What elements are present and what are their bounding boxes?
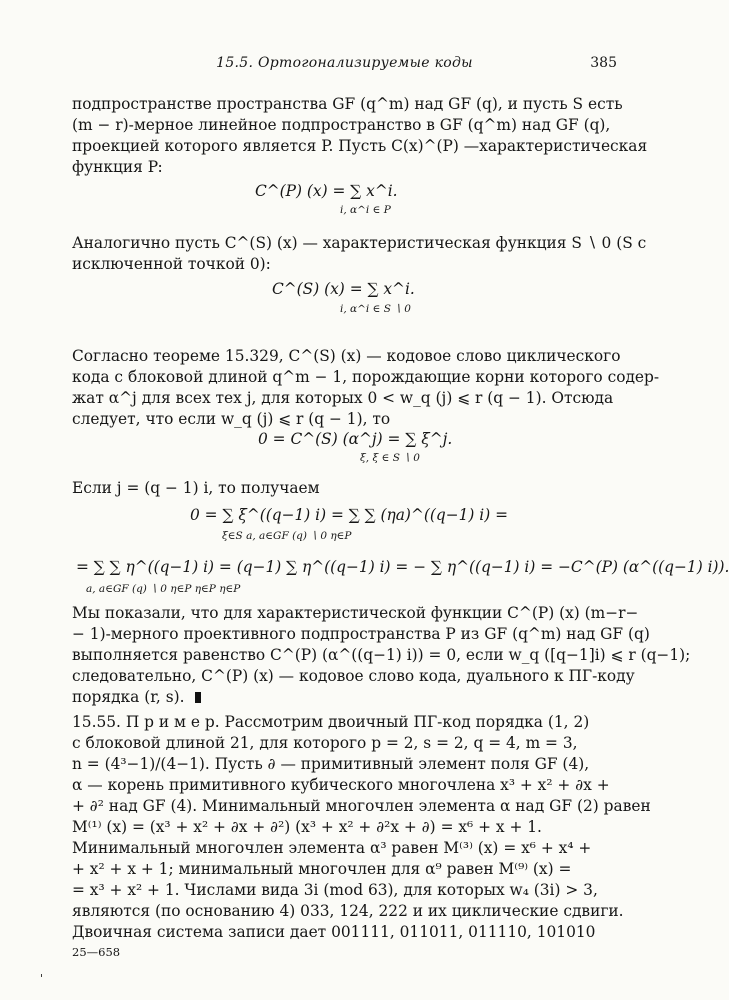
text-line: Аналогично пусть C^(S) (x) — характеристическая функция S ∖ 0 (S с [72,234,647,252]
formula-subscript: i, α^i ∈ P [340,204,391,216]
text-line: − 1)-мерного проективного подпространства P из GF (q^m) над GF (q) [72,625,650,643]
example-text-line: = x³ + x² + 1. Числами вида 3i (mod 63), для которых w₄ (3i) > 3, [72,881,598,899]
section-title: 15.5. Ортогонализируемые коды [216,55,473,71]
formula-characteristic-s: C^(S) (x) = ∑ x^i. [272,280,415,298]
formula-subscript: a, a∈GF (q) ∖ 0 η∈P η∈P η∈P [86,583,241,595]
text-line: следовательно, C^(P) (x) — кодовое слово кода, дуального к ПГ-коду [72,667,635,685]
example-text-line: α — корень примитивного кубического многочлена x³ + x² + ∂x + [72,776,610,794]
formula-subscript: ξ, ξ ∈ S ∖ 0 [360,452,420,464]
text-line: кода с блоковой длиной q^m − 1, порождающие корни которого содер- [72,368,660,386]
text-line: Если j = (q − 1) i, то получаем [72,479,320,497]
formula-subscript: ξ∈S a, a∈GF (q) ∖ 0 η∈P [222,530,352,542]
formula-subscript: i, α^i ∈ S ∖ 0 [340,303,411,315]
example-text-line: Минимальный многочлен элемента α³ равен M⁽³⁾ (x) = x⁶ + x⁴ + [72,839,592,857]
running-header [72,55,617,79]
text-line-content: порядка (r, s). [72,688,185,706]
text-line: проекцией которого является P. Пусть C(x)^(P) —характеристическая [72,137,648,155]
example-text-line: + ∂² над GF (4). Минимальный многочлен элемента α над GF (2) равен [72,797,651,815]
page-number: 385 [590,55,617,71]
example-text-line: M⁽¹⁾ (x) = (x³ + x² + ∂x + ∂²) (x³ + x² + ∂²x + ∂) = x⁶ + x + 1. [72,818,542,836]
text-line: жат α^j для всех тех j, для которых 0 < w_q (j) ⩽ r (q − 1). Отсюда [72,389,614,407]
example-text-line: Двоичная система записи дает 001111, 011011, 011110, 101010 [72,923,596,941]
example-text-line: 15.55. П р и м е р. Рассмотрим двоичный ПГ-код порядка (1, 2) [72,713,590,731]
text-line: следует, что если w_q (j) ⩽ r (q − 1), то [72,410,391,428]
example-text-line: являются (по основанию 4) 033, 124, 222 и их циклические сдвиги. [72,902,624,920]
example-text-line: с блоковой длиной 21, для которого p = 2, s = 2, q = 4, m = 3, [72,734,578,752]
formula-codeword-zero: 0 = C^(S) (α^j) = ∑ ξ^j. [258,430,453,448]
signature-mark: 25—658 [72,945,121,959]
margin-mark: ' [40,972,44,985]
text-line: Мы показали, что для характеристической функции C^(P) (x) (m−r− [72,604,639,622]
text-line: исключенной точкой 0): [72,255,271,273]
text-line: (m − r)-мерное линейное подпространство в GF (q^m) над GF (q), [72,116,611,134]
text-line: подпространстве пространства GF (q^m) над GF (q), и пусть S есть [72,95,623,113]
text-line: функция P: [72,158,163,176]
text-line: Согласно теореме 15.329, C^(S) (x) — кодовое слово циклического [72,347,621,365]
formula-sum-result: = ∑ ∑ η^((q−1) i) = (q−1) ∑ η^((q−1) i) = − ∑ η^((q−1) i) = −C^(P) (α^((q−1) i)). [76,558,729,576]
formula-sum-expansion: 0 = ∑ ξ^((q−1) i) = ∑ ∑ (ηa)^((q−1) i) = [190,506,508,524]
example-text-line: + x² + x + 1; минимальный многочлен для α⁹ равен M⁽⁹⁾ (x) = [72,860,572,878]
example-text-line: n = (4³−1)/(4−1). Пусть ∂ — примитивный элемент поля GF (4), [72,755,590,773]
text-line: выполняется равенство C^(P) (α^((q−1) i)) = 0, если w_q ([q−1]i) ⩽ r (q−1); [72,646,691,664]
formula-characteristic-p: C^(P) (x) = ∑ x^i. [255,182,398,200]
end-of-proof-mark [195,692,201,703]
text-line [72,687,617,707]
